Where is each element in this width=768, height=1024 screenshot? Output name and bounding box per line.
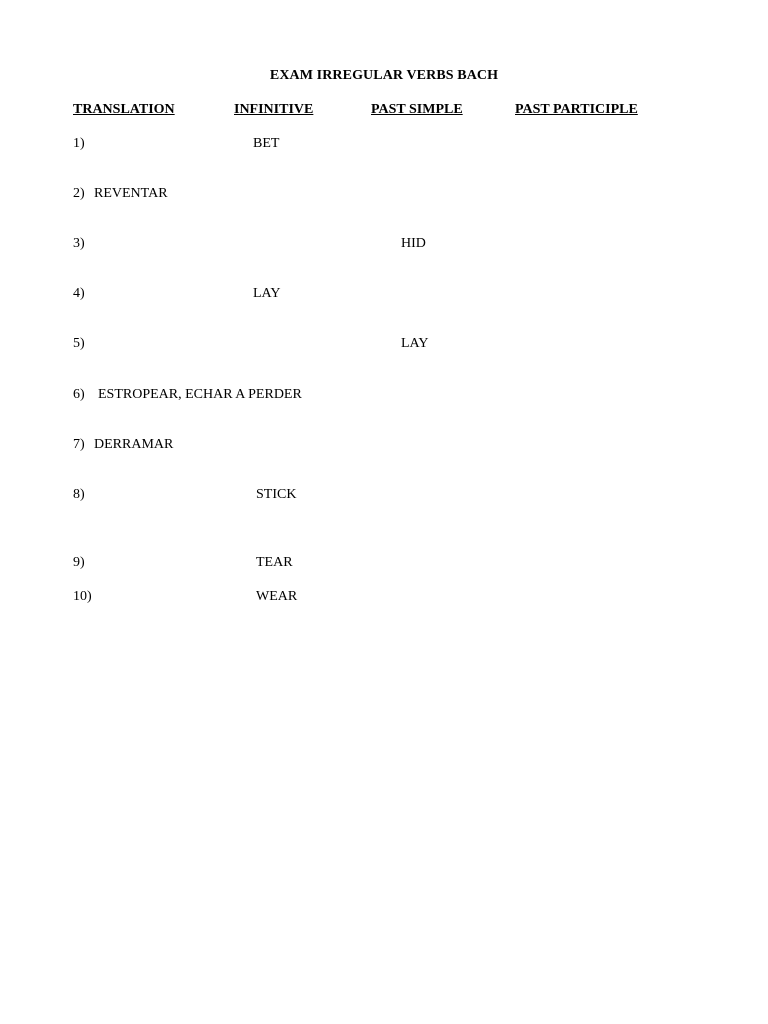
row-number: 6) xyxy=(73,387,85,402)
row-number: 10) xyxy=(73,589,92,604)
row-infinitive: LAY xyxy=(253,286,281,301)
row-number: 8) xyxy=(73,487,85,502)
row-infinitive: WEAR xyxy=(256,589,298,604)
row-infinitive: TEAR xyxy=(256,555,293,570)
row-number: 5) xyxy=(73,336,85,351)
row-number: 9) xyxy=(73,555,85,570)
header-translation: TRANSLATION xyxy=(73,102,175,117)
row-past-simple: LAY xyxy=(401,336,429,351)
page-title: EXAM IRREGULAR VERBS BACH xyxy=(269,68,499,83)
row-infinitive: BET xyxy=(253,136,280,151)
header-past-simple: PAST SIMPLE xyxy=(371,102,463,117)
header-infinitive: INFINITIVE xyxy=(234,102,314,117)
row-number: 2) xyxy=(73,186,85,201)
row-number: 4) xyxy=(73,286,85,301)
row-translation: REVENTAR xyxy=(94,186,168,201)
row-translation: DERRAMAR xyxy=(94,437,174,452)
row-past-simple: HID xyxy=(401,236,426,251)
row-number: 1) xyxy=(73,136,85,151)
header-past-participle: PAST PARTICIPLE xyxy=(515,102,638,117)
row-number: 3) xyxy=(73,236,85,251)
row-infinitive: STICK xyxy=(256,487,297,502)
row-translation: ESTROPEAR, ECHAR A PERDER xyxy=(98,387,302,402)
row-number: 7) xyxy=(73,437,85,452)
